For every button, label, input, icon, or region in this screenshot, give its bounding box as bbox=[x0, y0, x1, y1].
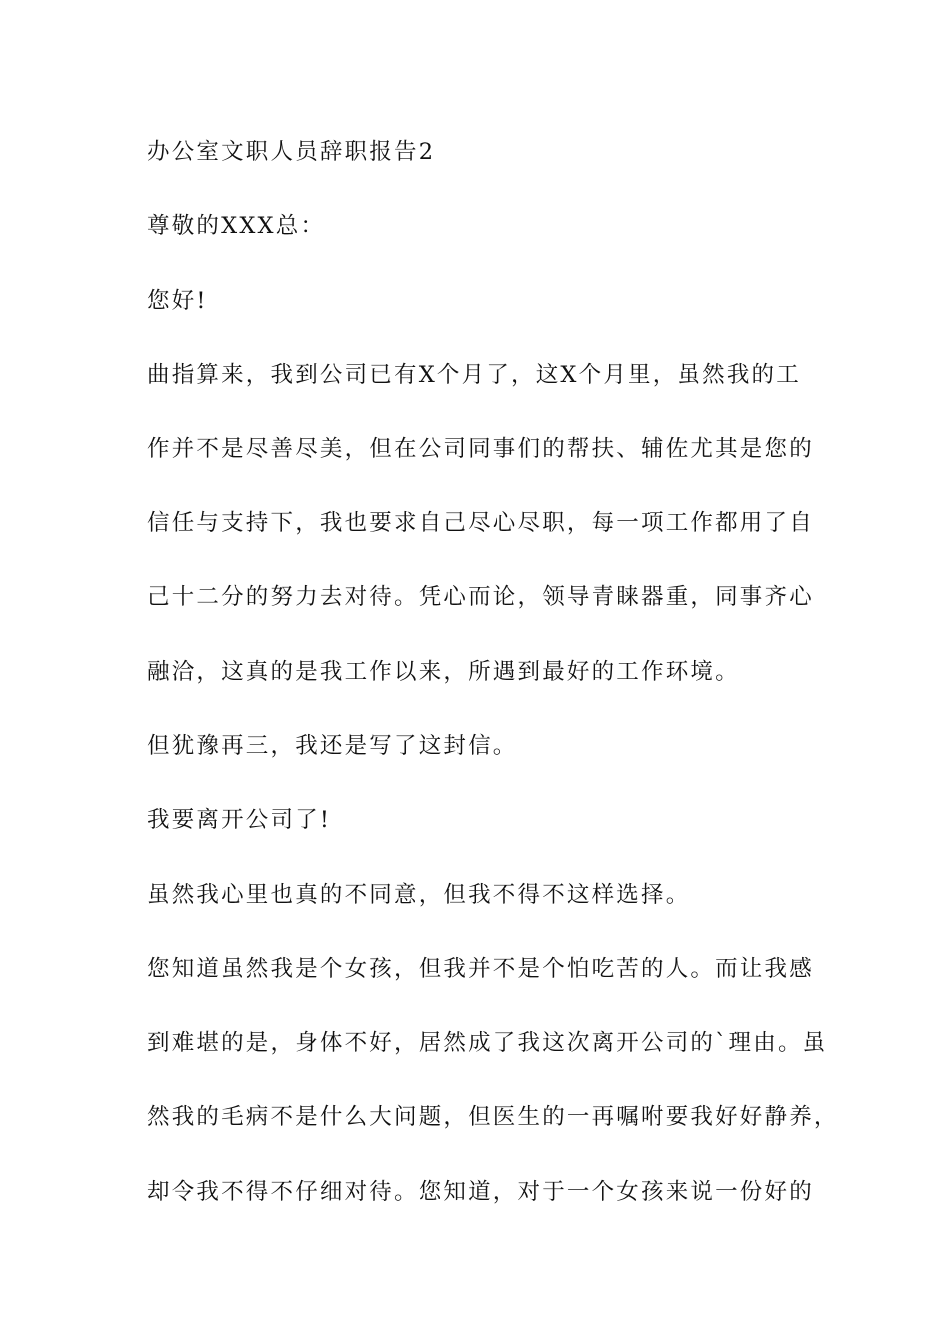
body-line: 作并不是尽善尽美，但在公司同事们的帮扶、辅佐尤其是您的 bbox=[147, 436, 814, 462]
body-line: 信任与支持下，我也要求自己尽心尽职，每一项工作都用了自 bbox=[147, 510, 814, 536]
document-title: 办公室文职人员辞职报告2 bbox=[147, 139, 436, 165]
body-line: 我要离开公司了! bbox=[147, 807, 332, 833]
salutation: 尊敬的XXX总： bbox=[147, 213, 326, 239]
body-line: 己十二分的努力去对待。凭心而论，领导青睐器重，同事齐心 bbox=[147, 584, 814, 610]
body-line: 但犹豫再三，我还是写了这封信。 bbox=[147, 733, 518, 759]
body-line: 却令我不得不仔细对待。您知道，对于一个女孩来说一份好的 bbox=[147, 1179, 814, 1205]
body-line: 虽然我心里也真的不同意，但我不得不这样选择。 bbox=[147, 882, 691, 908]
body-line: 到难堪的是，身体不好，居然成了我这次离开公司的`理由。虽 bbox=[147, 1030, 828, 1056]
body-line: 曲指算来，我到公司已有X个月了，这X个月里，虽然我的工 bbox=[147, 362, 801, 388]
body-line: 融洽，这真的是我工作以来，所遇到最好的工作环境。 bbox=[147, 659, 740, 685]
body-line: 然我的毛病不是什么大问题，但医生的一再嘱咐要我好好静养， bbox=[147, 1104, 839, 1130]
greeting: 您好! bbox=[147, 288, 208, 314]
body-line: 您知道虽然我是个女孩，但我并不是个怕吃苦的人。而让我感 bbox=[147, 956, 814, 982]
